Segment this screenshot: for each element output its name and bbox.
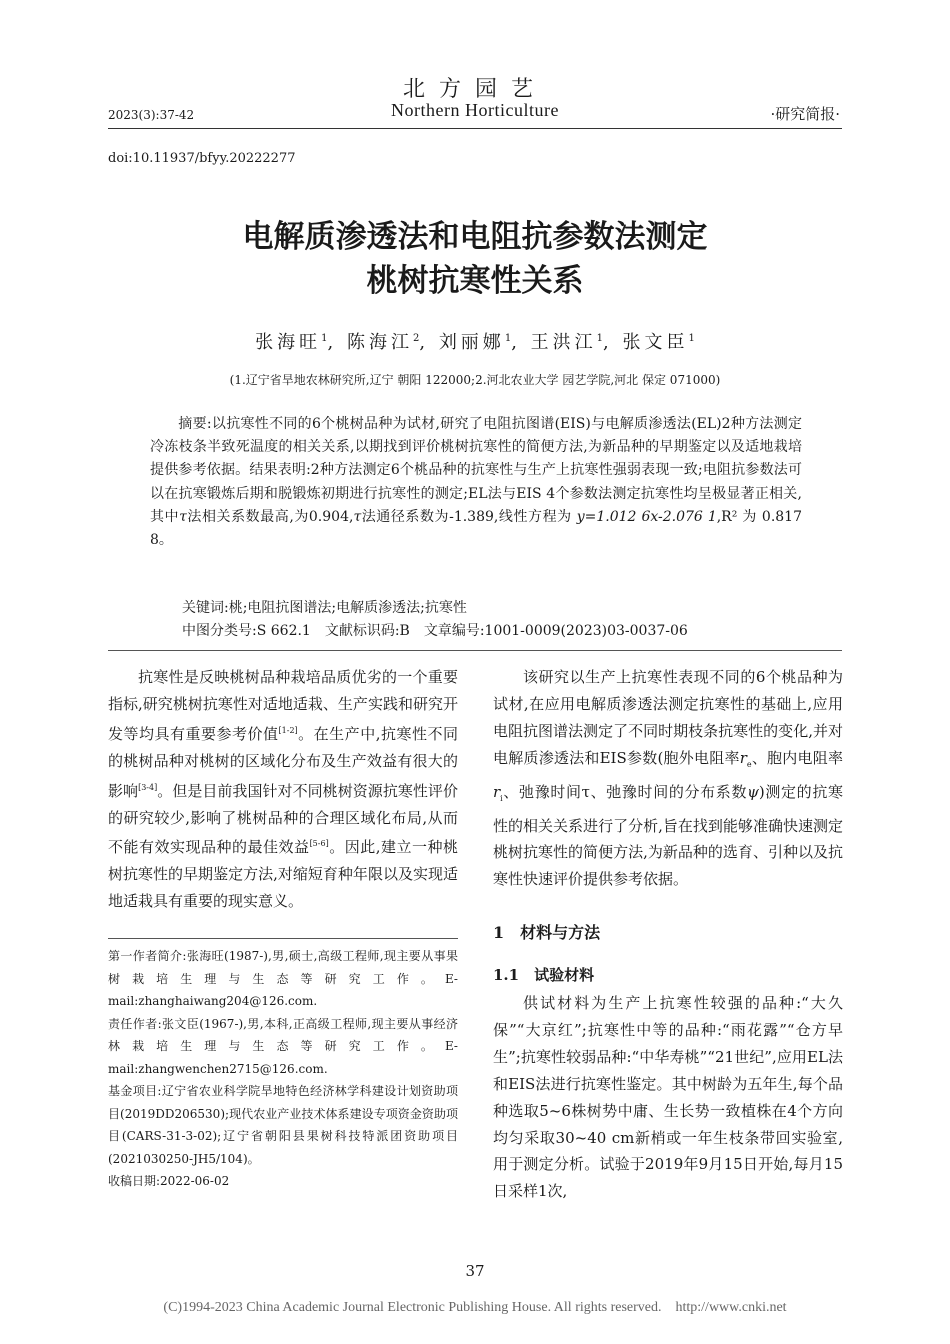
author-sup: 1 [596, 333, 604, 344]
paragraph [108, 664, 458, 915]
equation: y=1.012 6x-2.076 1 [576, 508, 717, 525]
journal-title-cn: 北方园艺 [402, 77, 547, 102]
doi: doi:10.11937/bfyy.20222277 [108, 151, 296, 166]
text: 、弛豫时间τ、弛豫时间的分布系数 [502, 782, 748, 801]
symbol: ψ [747, 782, 759, 801]
title-line-1: 电解质渗透法和电阻抗参数法测定 [242, 219, 708, 255]
copyright-notice: (C)1994-2023 China Academic Journal Electronic Publishing House. All rights reserved. http://www.cnki.net [163, 1300, 787, 1315]
abstract-text: 以抗寒性不同的6个桃树品种为试材,研究了电阻抗图谱(EIS)与电解质渗透法(EL)2种方法测定冷冻枝条半致死温度的相关关系,以期找到评价桃树抗寒性的简便方法,为新品种的早期鉴定以及适地栽培提供参考依据。结果表明:2种方法测定6个桃品种的抗寒性与生产上抗寒性强弱表现一致;电阻抗参数法可以在抗寒锻炼后期和脱锻炼初期进行抗寒性的测定;EL法与EIS 4个参数法测定抗寒性均呈极显著正相关,其中 [150, 416, 803, 525]
text: 、胞内电阻率 [751, 748, 843, 767]
abstract-text: 法通径系数为-1.389,线性方程为 [361, 508, 572, 525]
paragraph: 供试材料为生产上抗寒性较强的品种:“大久保”“大京红”;抗寒性中等的品种:“雨花露”“仓方早生”;抗寒性较弱品种:“中华寿桃”“21世纪”,应用EL法和EIS法进行抗寒性鉴定。其中树龄为五年生,每个品种选取5~6株树势中庸、生长势一致植株在4个方向均匀采取30~40 cm新梢或一年生枝条带回实验室,用于测定分析。试验于2019年9月15日开始,每月15日采样1次, [493, 994, 843, 1201]
abstract-label: 摘要: [178, 416, 212, 432]
author-sup: 1 [321, 333, 328, 344]
keywords: 关键词:桃;电阻抗图谱法;电解质渗透法;抗寒性 [182, 600, 467, 616]
text: )测定的抗寒性的相关关系进行了分析,旨在找到能够准确快速测定桃树抗寒性的简便方法,为新品种的选育、引种以及抗寒性快速评价提供参考依据。 [493, 782, 843, 889]
citation: [5-6] [309, 839, 329, 849]
title-line-2: 桃树抗寒性关系 [366, 263, 584, 299]
column-tag: ·研究简报· [770, 105, 840, 123]
symbol-sub: e [746, 759, 752, 769]
section-heading: 1 材料与方法 [493, 923, 601, 942]
author: 陈海江 [346, 332, 413, 353]
author-list: 张海旺$^1$, 陈海江$^2$, 刘丽娜$^1$, 王洪江$^1$, 张文臣$^1$ [255, 332, 695, 353]
abstract-text: 法相关系数最高,为0.904, [186, 508, 354, 525]
author: 刘丽娜 [438, 332, 505, 353]
symbol: r [739, 748, 747, 767]
abstract-text: ,R² 为 0.817 8。 [150, 508, 802, 549]
header-rule [108, 128, 842, 129]
text: 。但是目前我国针对不同桃树资源抗寒性评价的研究较少,影响了桃树品种的合理区域化布局,从而不能有效实现品种的最佳效益 [108, 781, 458, 857]
author: 王洪江 [530, 332, 597, 353]
symbol: r [493, 782, 501, 801]
journal-title-en: Northern Horticulture [391, 100, 559, 120]
citation: [3-4] [138, 782, 158, 792]
author-sup: 2 [412, 333, 420, 344]
tau-symbol: τ [353, 508, 362, 525]
paper-title [0, 215, 950, 303]
author-sup: 1 [504, 333, 512, 344]
author-sup: 1 [688, 333, 695, 344]
footnote-received: 收稿日期:2022-06-02 [108, 1174, 230, 1188]
text: 抗寒性是反映桃树品种栽培品质优劣的一个重要指标,研究桃树抗寒性对适地适栽、生产实践和研究开发等均具有重要参考价值 [108, 668, 458, 743]
body-right-column [493, 664, 843, 893]
author: 张海旺 [255, 332, 322, 353]
text: 。在生产中,抗寒性不同的桃树品种对桃树的区域化分布及生产效益有很大的影响 [108, 724, 458, 800]
body-left-column [108, 664, 458, 915]
affiliation: (1.辽宁省旱地农林研究所,辽宁 朝阳 122000;2.河北农业大学 园艺学院,河北 保定 071000) [229, 373, 721, 387]
footnote-funding: 基金项目:辽宁省农业科学院旱地特色经济林学科建设计划资助项目(2019DD206530);现代农业产业技术体系建设专项资金资助项目(CARS-31-3-02);辽宁省朝阳县果树科技特派团资助项目(2021030250-JH5/104)。 [108, 1084, 458, 1166]
footnotes [108, 945, 458, 1193]
abstract [150, 413, 802, 552]
footnote-divider [108, 938, 458, 939]
abstract-divider [108, 650, 842, 651]
subsection-heading: 1.1 试验材料 [493, 966, 595, 984]
author: 张文臣 [622, 332, 689, 353]
footnote-first-author: 第一作者简介:张海旺(1987-),男,硕士,高级工程师,现主要从事果树栽培生理与生态等研究工作。E-mail:zhanghaiwang204@126.com. [108, 949, 458, 1008]
body-right-column-lower [493, 990, 843, 1205]
text: 该研究以生产上抗寒性表现不同的6个桃品种为试材,在应用电解质渗透法测定抗寒性的基础上,应用电阻抗图谱法测定了不同时期枝条抗寒性的变化,并对电解质渗透法和EIS参数(胞外电阻率 [493, 668, 843, 767]
issue-info: 2023(3):37-42 [108, 108, 195, 122]
page-number: 37 [465, 1262, 485, 1280]
tau-symbol: τ [179, 508, 187, 525]
text: 。因此,建立一种桃树抗寒性的早期鉴定方法,对缩短育种年限以及实现适地适栽具有重要的现实意义。 [108, 838, 458, 911]
paragraph [493, 664, 843, 893]
classification: 中图分类号:S 662.1 文献标识码:B 文章编号:1001-0009(2023)03-0037-06 [182, 623, 688, 639]
symbol-sub: i [500, 793, 503, 803]
citation: [1-2] [278, 725, 298, 735]
footnote-corresponding: 责任作者:张文臣(1967-),男,本科,正高级工程师,现主要从事经济林栽培生理与生态等研究工作。E-mail:zhangwenchen2715@126.com. [108, 1016, 458, 1076]
